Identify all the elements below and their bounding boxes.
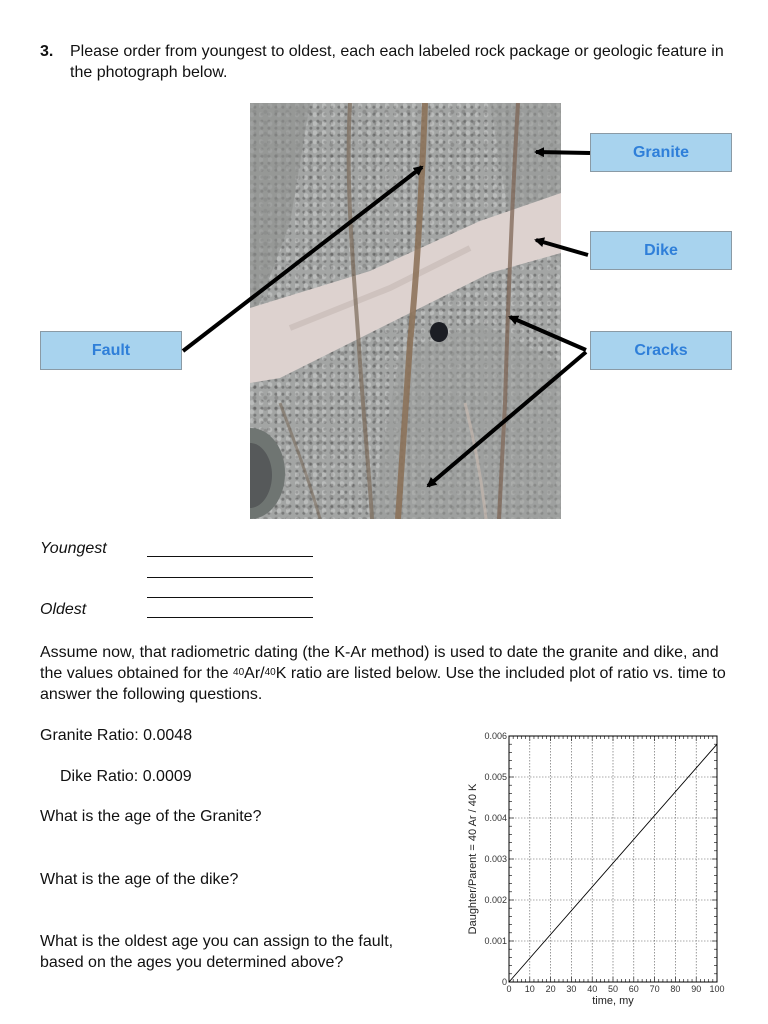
rock-photo-illustration (250, 103, 561, 519)
chart-y-tick-labels (484, 731, 507, 987)
chart-y-tick-label: 0.006 (484, 731, 507, 741)
paragraph-sup-1: 40 (233, 667, 245, 678)
paragraph-sup-2: 40 (264, 667, 276, 678)
question-dike-age: What is the age of the dike? (40, 871, 239, 888)
chart-x-axis-label: time, my (592, 995, 634, 1007)
paragraph-text-3: K ratio are listed below. Use the included plot of ratio vs. time to answer the following questions. (40, 665, 726, 703)
chart-x-tick-label: 60 (628, 984, 639, 994)
chart-grid (509, 736, 717, 982)
chart-x-tick-label: 10 (524, 984, 535, 994)
question-granite-age: What is the age of the Granite? (40, 808, 262, 825)
rock-photograph (250, 103, 561, 519)
granite-ratio: Granite Ratio: 0.0048 (40, 727, 193, 744)
answer-blank-3[interactable] (147, 597, 313, 598)
chart-x-tick-label: 30 (566, 984, 577, 994)
question-fault-age-line-2: based on the ages you determined above? (40, 954, 344, 971)
chart-x-tick-label: 20 (545, 984, 556, 994)
chart-x-tick-label: 70 (649, 984, 660, 994)
instruction-paragraph (40, 642, 730, 705)
chart-y-tick-label: 0.002 (484, 895, 507, 905)
ratio-vs-time-chart (462, 728, 742, 1008)
fault-label: Fault (91, 341, 131, 359)
youngest-label: Youngest (40, 540, 107, 557)
question-fault-age-line-1: What is the oldest age you can assign to the fault, (40, 933, 394, 950)
granite-label-box (590, 133, 732, 172)
chart-x-tick-label: 80 (670, 984, 681, 994)
question-number: 3. (40, 43, 54, 60)
oldest-label: Oldest (40, 601, 87, 618)
chart-y-tick-label: 0.005 (484, 772, 507, 782)
chart-y-tick-label: 0.004 (484, 813, 507, 823)
chart-x-tick-labels (506, 984, 724, 994)
chart-x-tick-label: 0 (506, 984, 512, 994)
chart-x-tick-label: 90 (691, 984, 702, 994)
granite-label: Granite (632, 143, 689, 161)
dike-label: Dike (644, 241, 678, 259)
chart-x-tick-label: 40 (587, 984, 598, 994)
paragraph-text-1: Assume now, that radiometric dating (the K-Ar method) is used to date the granite and dike, and the values obtained for the (40, 644, 719, 682)
chart-x-tick-label: 50 (607, 984, 619, 994)
answer-blank-2[interactable] (147, 577, 313, 578)
cracks-label-box (590, 331, 732, 370)
paragraph-text-2: Ar/ (244, 665, 265, 682)
dike-label-box (590, 231, 732, 270)
chart-y-tick-label: 0 (501, 977, 507, 987)
cracks-label: Cracks (634, 341, 688, 359)
chart-y-tick-label: 0.001 (484, 936, 507, 946)
chart-y-axis-label: Daughter/Parent = 40 Ar / 40 K (467, 783, 479, 935)
question-text: Please order from youngest to oldest, each each labeled rock package or geologic feature in the photograph below. (70, 43, 724, 81)
dike-ratio: Dike Ratio: 0.0009 (60, 768, 192, 785)
fault-label-box (40, 331, 182, 370)
chart-y-tick-label: 0.003 (484, 854, 507, 864)
chart-x-tick-label: 100 (709, 984, 725, 994)
answer-blank-1[interactable] (147, 556, 313, 557)
answer-blank-4[interactable] (147, 617, 313, 618)
